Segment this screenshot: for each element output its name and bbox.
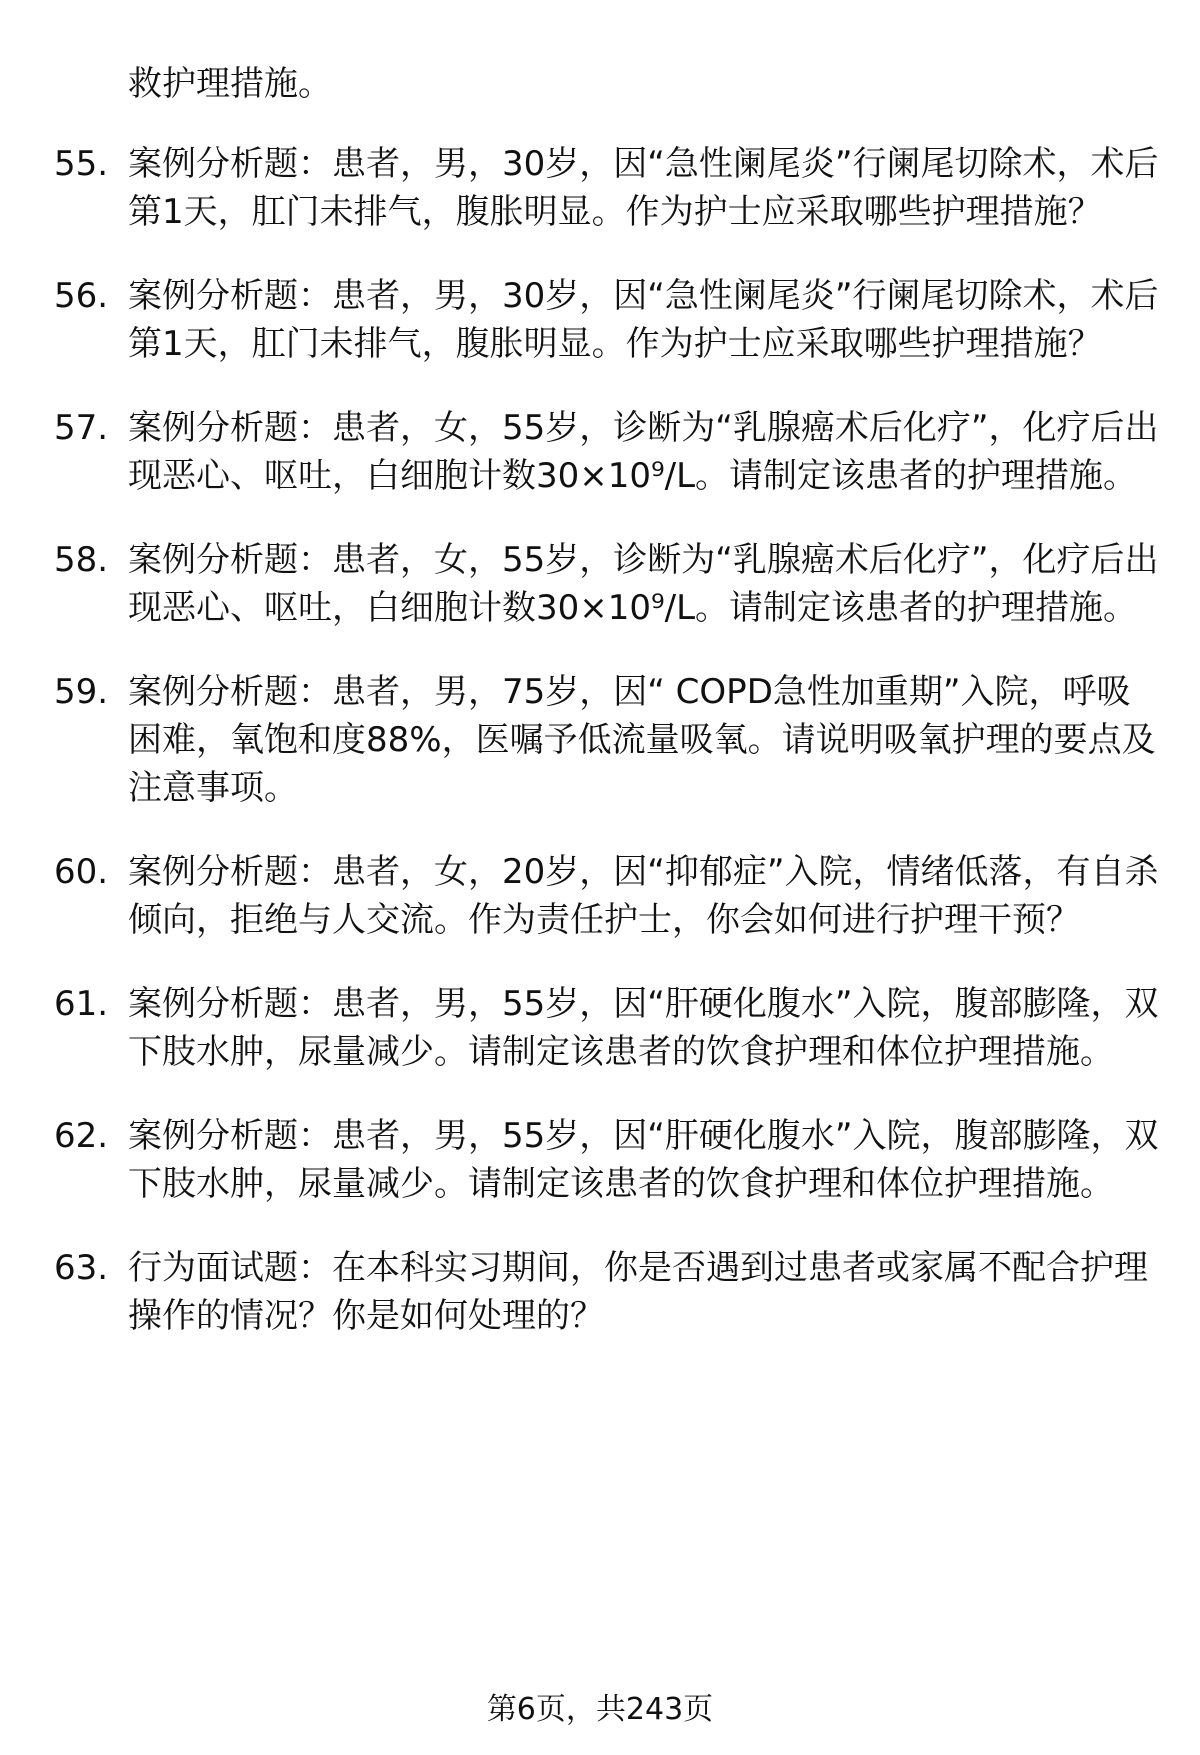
question-number: 61.	[54, 984, 109, 1024]
page-footer: 第6页，共243页	[486, 1692, 714, 1727]
question-item	[0, 1244, 1200, 1340]
question-item	[0, 272, 1200, 368]
watermark: ​	[204, 922, 396, 1094]
question-item	[0, 536, 1200, 632]
question-item	[0, 404, 1200, 500]
question-text: 案例分析题：患者，女，55岁，诊断为“乳腺癌术后化疗”，化疗后出现恶心、呕吐，白细胞计数30×10⁹/L。请制定该患者的护理措施。	[128, 540, 1159, 628]
question-number: 62.	[54, 1116, 109, 1156]
question-text: 案例分析题：患者，女，55岁，诊断为“乳腺癌术后化疗”，化疗后出现恶心、呕吐，白细胞计数30×10⁹/L。请制定该患者的护理措施。	[128, 408, 1159, 496]
question-item	[0, 1112, 1200, 1208]
question-item	[0, 140, 1200, 236]
question-text: 案例分析题：患者，男，75岁，因“ COPD急性加重期”入院，呼吸困难，氧饱和度88%，医嘱予低流量吸氧。请说明吸氧护理的要点及注意事项。	[128, 672, 1156, 808]
question-number: 60.	[54, 852, 109, 892]
question-number: 56.	[54, 276, 109, 316]
question-number: 55.	[54, 144, 109, 184]
continuation-text: 救护理措施。	[128, 64, 332, 104]
question-number: 59.	[54, 672, 109, 712]
question-list	[0, 140, 1200, 1376]
question-number: 58.	[54, 540, 109, 580]
question-item	[0, 848, 1200, 944]
question-text: 案例分析题：患者，男，55岁，因“肝硬化腹水”入院，腹部膨隆，双下肢水肿，尿量减少。请制定该患者的饮食护理和体位护理措施。	[128, 984, 1159, 1072]
question-item	[0, 668, 1200, 812]
question-text: 案例分析题：患者，男，30岁，因“急性阑尾炎”行阑尾切除术，术后第1天，肛门未排气，腹胀明显。作为护士应采取哪些护理措施？	[128, 276, 1159, 364]
question-text: 行为面试题：在本科实习期间，你是否遇到过患者或家属不配合护理操作的情况？你是如何处理的？	[128, 1248, 1148, 1336]
question-number: 63.	[54, 1248, 109, 1288]
question-item	[0, 980, 1200, 1076]
question-number: 57.	[54, 408, 109, 448]
question-text: 案例分析题：患者，男，55岁，因“肝硬化腹水”入院，腹部膨隆，双下肢水肿，尿量减少。请制定该患者的饮食护理和体位护理措施。	[128, 1116, 1159, 1204]
question-text: 案例分析题：患者，女，20岁，因“抑郁症”入院，情绪低落，有自杀倾向，拒绝与人交流。作为责任护士，你会如何进行护理干预？	[128, 852, 1159, 940]
question-text: 案例分析题：患者，男，30岁，因“急性阑尾炎”行阑尾切除术，术后第1天，肛门未排气，腹胀明显。作为护士应采取哪些护理措施？	[128, 144, 1159, 232]
